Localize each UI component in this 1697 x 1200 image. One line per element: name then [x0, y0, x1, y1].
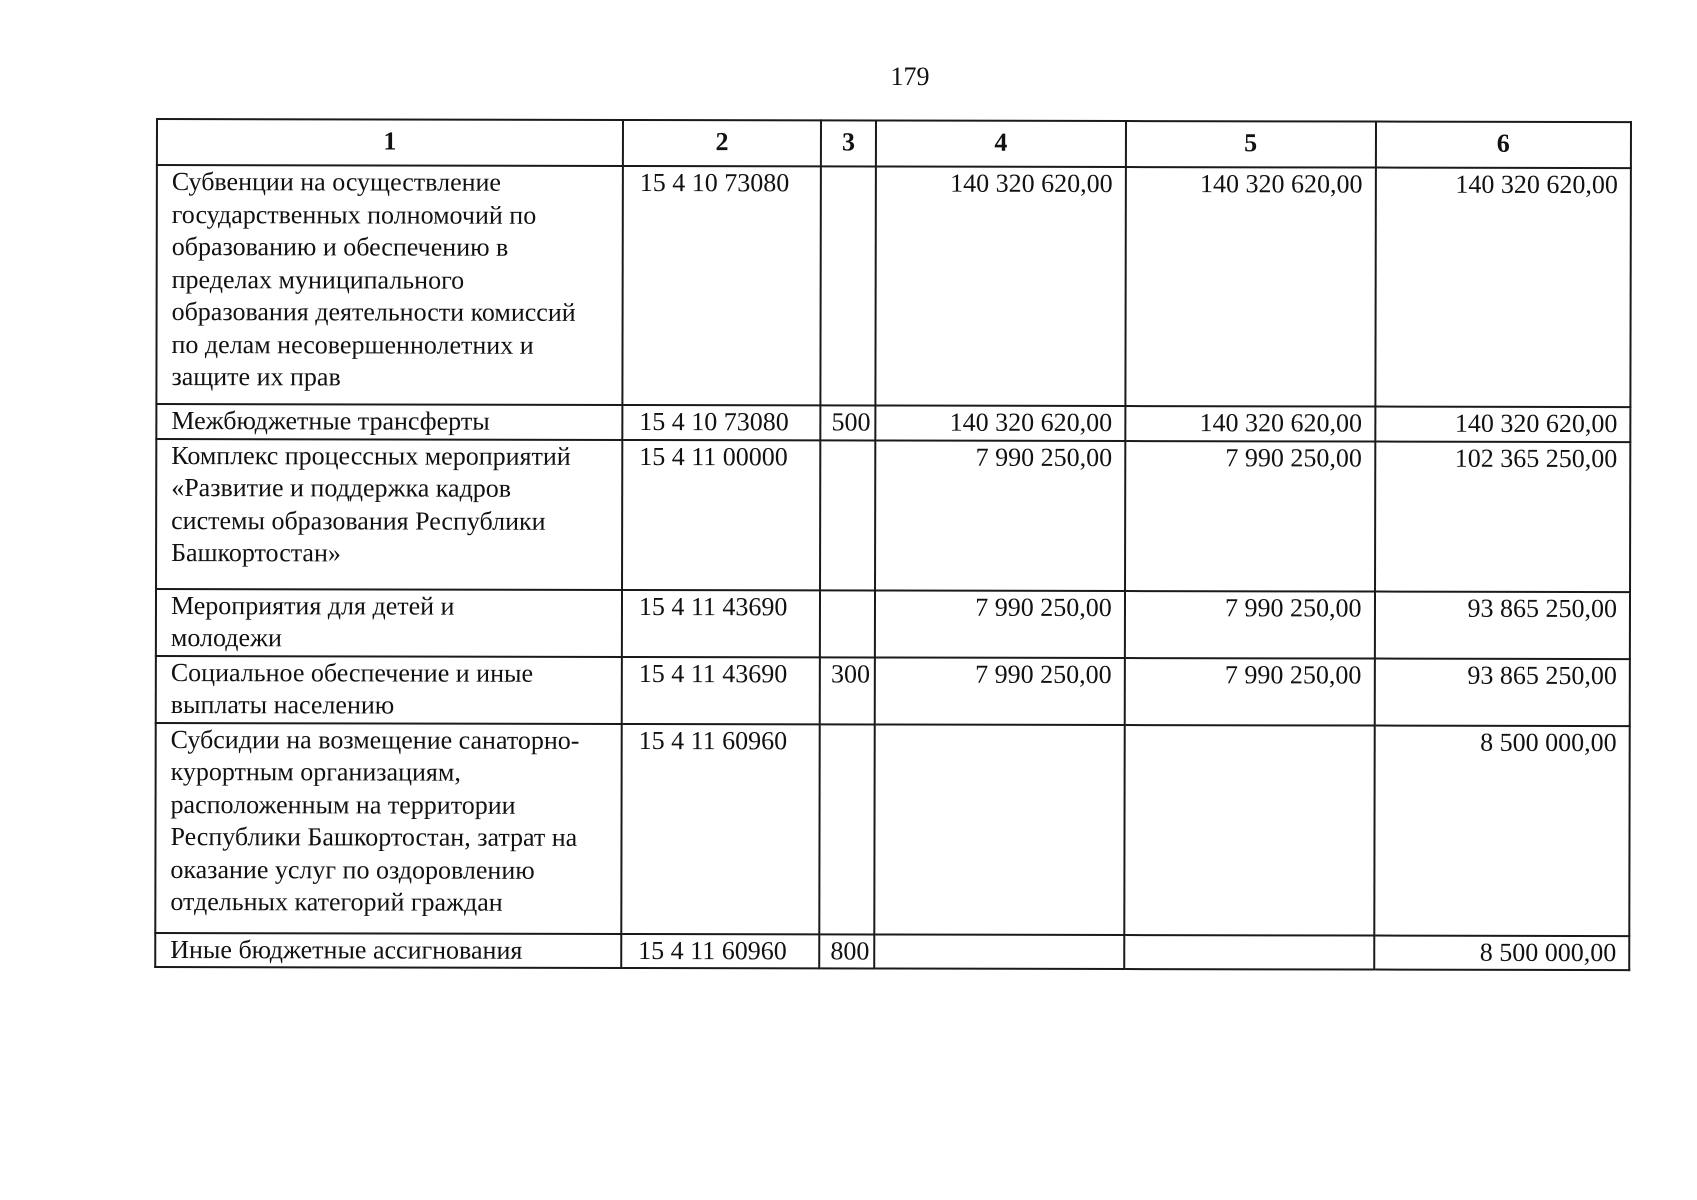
- row-sum2-cell: 7 990 250,00: [1125, 441, 1375, 592]
- row-code-cell: 15 4 11 43690: [622, 656, 820, 723]
- row-code-cell: 15 4 11 43690: [622, 589, 820, 656]
- row-sum1-cell: [874, 724, 1124, 935]
- row-sum3-cell: 102 365 250,00: [1375, 441, 1631, 592]
- row-sum2-cell: 140 320 620,00: [1125, 406, 1375, 441]
- row-type-cell: 500: [821, 405, 876, 440]
- row-name-cell: Комплекс процессных мероприятий «Развитие и поддержка кадров системы образования Республики Башкортостан»: [156, 439, 622, 590]
- row-name-cell: Межбюджетные трансферты: [156, 404, 622, 439]
- row-code-cell: 15 4 10 73080: [622, 405, 820, 440]
- row-sum3-cell: 140 320 620,00: [1375, 168, 1631, 408]
- row-sum3-cell: 8 500 000,00: [1374, 935, 1629, 970]
- row-code-cell: 15 4 11 00000: [622, 439, 821, 589]
- row-sum2-cell: [1124, 935, 1374, 970]
- header-cell: 5: [1126, 121, 1376, 168]
- row-sum3-cell: 8 500 000,00: [1374, 725, 1630, 936]
- row-sum1-cell: [874, 934, 1124, 969]
- row-sum1-cell: 7 990 250,00: [875, 657, 1125, 725]
- table-row: [156, 404, 1630, 442]
- row-sum1-cell: 7 990 250,00: [875, 440, 1125, 591]
- row-type-cell: 800: [819, 934, 874, 969]
- row-sum2-cell: 7 990 250,00: [1125, 658, 1375, 726]
- table-row: [156, 439, 1630, 592]
- row-name-cell: Социальное обеспечение и иные выплаты населению: [156, 656, 622, 724]
- header-cell: 3: [821, 120, 876, 166]
- row-sum2-cell: 7 990 250,00: [1125, 591, 1375, 659]
- header-cell: 1: [157, 119, 623, 166]
- row-name-cell: Субсидии на возмещение санаторно-курортным организациям, расположенным на территории Республики Башкортостан, затрат на оказание услуг по оздоровлению отдельных категорий граждан: [155, 723, 621, 934]
- row-code-cell: 15 4 11 60960: [621, 933, 819, 968]
- row-name-cell: Мероприятия для детей и молодежи: [156, 589, 622, 657]
- header-cell: 6: [1375, 122, 1631, 169]
- budget-table: [154, 118, 1632, 971]
- row-sum3-cell: 93 865 250,00: [1374, 591, 1630, 659]
- table-row: [156, 589, 1630, 659]
- row-sum1-cell: 7 990 250,00: [875, 590, 1125, 658]
- row-code-cell: 15 4 11 60960: [621, 723, 820, 933]
- row-type-cell: [819, 724, 874, 934]
- row-sum3-cell: 140 320 620,00: [1375, 407, 1630, 442]
- row-type-cell: [821, 166, 876, 405]
- table-row: [155, 933, 1629, 971]
- row-sum2-cell: 140 320 620,00: [1125, 167, 1375, 407]
- header-cell: 2: [623, 120, 821, 166]
- table-row: [156, 656, 1630, 726]
- row-sum3-cell: 93 865 250,00: [1374, 658, 1630, 726]
- row-sum1-cell: 140 320 620,00: [875, 406, 1125, 441]
- header-cell: 4: [876, 121, 1126, 168]
- row-type-cell: [820, 590, 875, 657]
- page-number: 179: [890, 62, 930, 91]
- table-row: [155, 723, 1629, 936]
- table-header-row: [157, 119, 1631, 168]
- row-type-cell: 300: [820, 657, 875, 724]
- table-row: [156, 165, 1630, 407]
- row-name-cell: Субвенции на осуществление государственных полномочий по образованию и обеспечению в пределах муниципального образования деятельности комиссий по делам несовершеннолетних и защите их прав: [156, 165, 622, 405]
- row-sum1-cell: 140 320 620,00: [875, 167, 1125, 407]
- row-type-cell: [820, 440, 875, 590]
- row-code-cell: 15 4 10 73080: [622, 166, 821, 405]
- row-name-cell: Иные бюджетные ассигнования: [155, 933, 621, 968]
- row-sum2-cell: [1124, 725, 1374, 936]
